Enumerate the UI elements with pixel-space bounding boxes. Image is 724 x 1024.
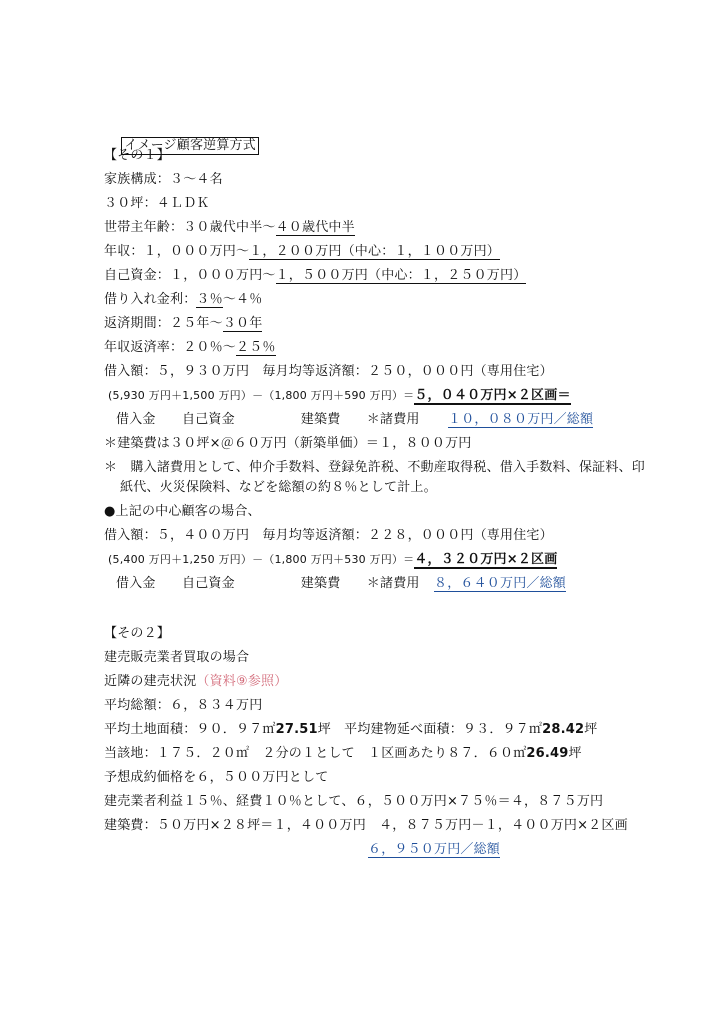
own-funds-label: 自己資金：１，０００万円～ bbox=[104, 268, 276, 283]
interest-highlight: ３％ bbox=[196, 292, 223, 307]
age-highlight: ４０歳代中半 bbox=[275, 220, 355, 235]
formula-text: (5,930 万円＋1,500 万円）－（1,800 万円＋590 万円）＝ bbox=[108, 389, 415, 402]
nearby-line bbox=[104, 674, 287, 690]
formula-result: ５，０４０万円×２区画＝ bbox=[414, 388, 571, 403]
ratio-highlight: ２５％ bbox=[236, 340, 276, 355]
total-2-value: ６，９５０万円／総額 bbox=[368, 842, 501, 857]
family-label: 家族構成： bbox=[104, 172, 171, 187]
period-label: 返済期間：２５年～ bbox=[104, 316, 223, 331]
section1-heading: 【その１】 bbox=[104, 148, 171, 163]
site-label: 当該地：１７５．２０㎡ ２分の１として １区画あたり８７．６０㎡ bbox=[104, 746, 527, 761]
doc-title: イメージ顧客逆算方式 bbox=[121, 137, 259, 155]
site-tsubo: 26.49 bbox=[526, 746, 569, 761]
note-fees-2: 紙代、火災保険料、などを総額の約８％として計上。 bbox=[120, 480, 437, 495]
expected-price-line: 予想成約価格を６，５００万円として bbox=[104, 770, 329, 785]
total-2 bbox=[368, 842, 500, 858]
loan-line: 借入額：５，９３０万円 毎月均等返済額：２５０，０００円（専用住宅） bbox=[104, 364, 553, 379]
family-line bbox=[104, 172, 223, 188]
interest-line bbox=[104, 292, 262, 308]
avg-total-line: 平均総額：６，８３４万円 bbox=[104, 698, 263, 713]
avg-land-label: 平均土地面積：９０．９７㎡ bbox=[104, 722, 276, 737]
ratio-line bbox=[104, 340, 276, 356]
site-unit: 坪 bbox=[568, 746, 582, 761]
total-1 bbox=[448, 412, 593, 428]
avg-building-tsubo: 28.42 bbox=[542, 722, 585, 737]
center-formula-line bbox=[108, 552, 557, 568]
income-highlight: １，２００万円（中心：１，１００万円） bbox=[249, 244, 501, 259]
period-highlight: ３０年 bbox=[222, 316, 263, 331]
age-label: 世帯主年齢：３０歳代中半～ bbox=[104, 220, 276, 235]
formula-line bbox=[108, 388, 571, 404]
nearby-label: 近隣の建売状況 bbox=[104, 674, 197, 689]
formula-legend: 借入金 自己資金 建築費 ＊諸費用 bbox=[116, 412, 420, 427]
own-funds-line bbox=[104, 268, 526, 284]
age-line bbox=[104, 220, 355, 236]
construction-cost-line: 建築費：５０万円×２８坪＝１，４００万円 ４，８７５万円－１，４００万円×２区画 bbox=[104, 818, 628, 833]
center-loan-line: 借入額：５，４００万円 毎月均等返済額：２２８，０００円（専用住宅） bbox=[104, 528, 553, 543]
size-line: ３０坪：４ＬＤＫ bbox=[104, 196, 210, 211]
nearby-reference: （資料⑨参照） bbox=[196, 674, 288, 689]
interest-range: ～４％ bbox=[222, 292, 263, 307]
center-formula-text: (5,400 万円＋1,250 万円）－（1,800 万円＋530 万円）＝ bbox=[108, 553, 415, 566]
center-formula-legend: 借入金 自己資金 建築費 ＊諸費用 bbox=[116, 576, 420, 591]
note-construction: ＊建築費は３０坪×＠６０万円（新築単価）＝１，８００万円 bbox=[104, 436, 472, 451]
ratio-label: 年収返済率：２０％～ bbox=[104, 340, 237, 355]
center-formula-result: ４，３２０万円×２区画 bbox=[414, 552, 558, 567]
total-1-value: １０，０８０万円／総額 bbox=[448, 412, 594, 427]
profit-line: 建売業者利益１５％、経費１０％として、６，５００万円×７５％＝４，８７５万円 bbox=[104, 794, 604, 809]
site-line bbox=[104, 746, 582, 762]
family-value: ３～４名 bbox=[170, 172, 223, 187]
total-center-value: ８，６４０万円／総額 bbox=[434, 576, 567, 591]
own-funds-highlight: １，５００万円（中心：１，２５０万円） bbox=[275, 268, 527, 283]
income-line bbox=[104, 244, 500, 260]
avg-area-line bbox=[104, 722, 597, 738]
note-fees-1: ＊ 購入諸費用として、仲介手数料、登録免許税、不動産取得税、借入手数料、保証料、印 bbox=[104, 460, 645, 475]
avg-building-unit: 坪 bbox=[584, 722, 598, 737]
total-center bbox=[434, 576, 566, 592]
income-label: 年収：１，０００万円～ bbox=[104, 244, 250, 259]
interest-label: 借り入れ金利： bbox=[104, 292, 197, 307]
buyer-line: 建売販売業者買取の場合 bbox=[104, 650, 250, 665]
avg-land-tsubo: 27.51 bbox=[275, 722, 318, 737]
period-line bbox=[104, 316, 262, 332]
center-customer-heading: ●上記の中心顧客の場合、 bbox=[104, 504, 261, 519]
section2-heading: 【その２】 bbox=[104, 626, 171, 641]
avg-building-label: 坪 平均建物延べ面積：９３．９７㎡ bbox=[317, 722, 543, 737]
